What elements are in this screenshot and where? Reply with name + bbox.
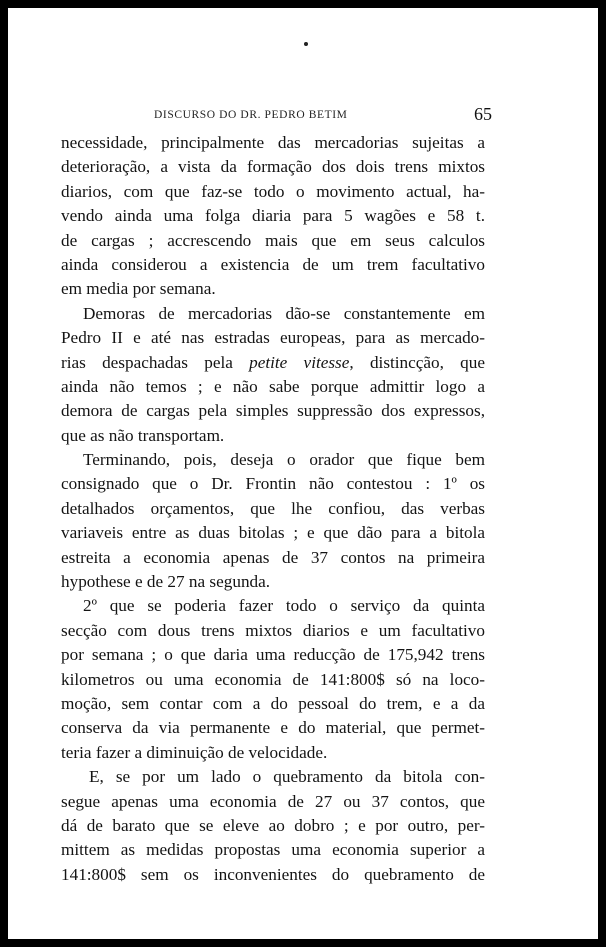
text-line: dá de barato que se eleve ao dobro ; e por outro, per- xyxy=(61,815,485,835)
text-line: deterioração, a vista da formação dos dois trens mixtos xyxy=(61,157,485,177)
text-line: hypothese e de 27 na segunda. xyxy=(61,572,271,592)
text-line: E, se por um lado o quebramento da bitola con- xyxy=(89,767,485,787)
text-line: Demoras de mercadorias dão-se constantemente em xyxy=(83,303,485,323)
paragraph xyxy=(61,131,485,302)
text-line: 141:800$ sem os inconvenientes do quebramento de xyxy=(61,864,485,884)
paragraph xyxy=(61,448,485,594)
body-text xyxy=(61,131,485,887)
text-line: moção, sem contar com a do pessoal do trem, e a da xyxy=(61,693,485,713)
text-line: segue apenas uma economia de 27 ou 37 contos, que xyxy=(61,791,485,811)
text-line: conserva da via permanente e do material, que permet- xyxy=(61,718,485,738)
text-line: teria fazer a diminuição de velocidade. xyxy=(61,742,328,762)
italic-term: petite vitesse xyxy=(249,352,350,372)
text-line: necessidade, principalmente das mercadorias sujeitas a xyxy=(61,133,485,152)
text-line: demora de cargas pela simples suppressão dos expressos, xyxy=(61,401,485,421)
text-line: mittem as medidas propostas uma economia superior a xyxy=(61,840,485,860)
text-line: de cargas ; accrescendo mais que em seus calculos xyxy=(61,230,485,250)
text-line: diarios, com que faz-se todo o movimento actual, ha- xyxy=(61,181,485,201)
book-page xyxy=(8,8,598,939)
text-line: Pedro II e até nas estradas europeas, para as mercado- xyxy=(61,328,485,348)
running-title: DISCURSO DO DR. PEDRO BETIM xyxy=(154,109,348,121)
text-line-mixed xyxy=(61,351,485,375)
page-header xyxy=(62,104,494,128)
page-number: 65 xyxy=(474,104,492,124)
text-line: por semana ; o que daria uma reducção de 175,942 trens xyxy=(61,645,485,665)
text-segment: , distincção, que xyxy=(349,352,485,372)
paragraph xyxy=(61,765,485,887)
text-line: estreita a economia apenas de 37 contos na primeira xyxy=(61,547,485,567)
text-line: em media por semana. xyxy=(61,279,216,299)
ink-dot xyxy=(304,42,308,46)
text-line: consignado que o Dr. Frontin não contestou : 1º os xyxy=(61,474,485,494)
paragraph xyxy=(61,302,485,448)
text-line: vendo ainda uma folga diaria para 5 wagões e 58 t. xyxy=(61,206,485,226)
text-line: variaveis entre as duas bitolas ; e que dão para a bitola xyxy=(61,523,485,543)
text-line: ainda não temos ; e não sabe porque admittir logo a xyxy=(61,376,485,396)
text-line: Terminando, pois, deseja o orador que fique bem xyxy=(83,450,485,470)
text-line: ainda considerou a existencia de um trem facultativo xyxy=(61,254,485,274)
text-line: que as não transportam. xyxy=(61,425,225,445)
text-line: 2º que se poderia fazer todo o serviço da quinta xyxy=(83,596,485,616)
text-segment: rias despachadas pela xyxy=(61,352,250,372)
text-line: secção com dous trens mixtos diarios e um facultativo xyxy=(61,620,485,640)
paragraph xyxy=(61,594,485,765)
text-line: kilometros ou uma economia de 141:800$ só na loco- xyxy=(61,669,485,689)
text-line: detalhados orçamentos, que lhe confiou, das verbas xyxy=(61,498,485,518)
